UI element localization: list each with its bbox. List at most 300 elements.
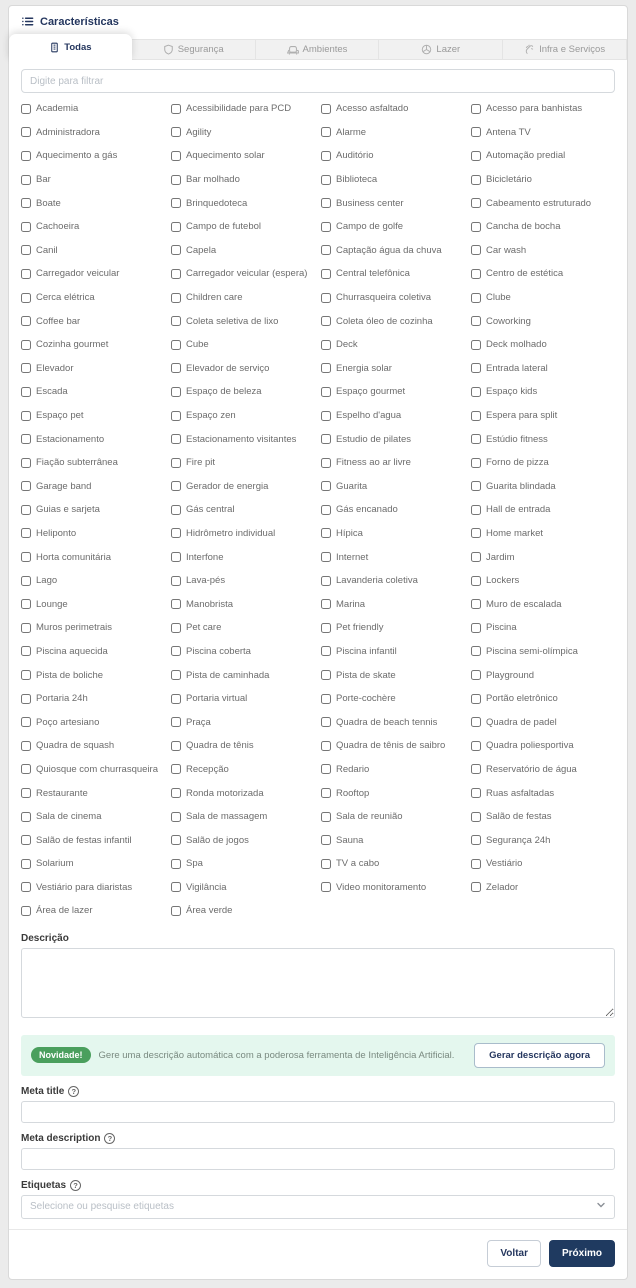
feature-checkbox[interactable] [21,552,31,562]
feature-checkbox-item[interactable] [471,758,615,782]
feature-checkbox-item[interactable] [171,545,315,569]
feature-checkbox[interactable] [321,316,331,326]
feature-checkbox[interactable] [471,316,481,326]
feature-checkbox[interactable] [471,859,481,869]
feature-checkbox[interactable] [321,670,331,680]
feature-checkbox[interactable] [21,245,31,255]
feature-checkbox[interactable] [171,458,181,468]
feature-checkbox-item[interactable] [471,380,615,404]
feature-checkbox-item[interactable] [21,569,165,593]
feature-checkbox-item[interactable] [321,616,465,640]
feature-checkbox-item[interactable] [171,876,315,900]
help-icon[interactable]: ? [104,1133,115,1144]
feature-label: Cerca elétrica [36,292,95,304]
next-button[interactable]: Próximo [549,1240,615,1267]
feature-checkbox-item[interactable] [171,191,315,215]
feature-checkbox-item[interactable] [471,522,615,546]
feature-checkbox-item[interactable] [321,710,465,734]
feature-checkbox-item[interactable] [321,687,465,711]
feature-checkbox-item[interactable] [171,309,315,333]
feature-checkbox-item[interactable] [471,239,615,263]
feature-checkbox[interactable] [171,505,181,515]
feature-checkbox[interactable] [21,175,31,185]
feature-checkbox-item[interactable] [21,498,165,522]
feature-checkbox-item[interactable] [321,828,465,852]
feature-checkbox-item[interactable] [471,97,615,121]
feature-checkbox-item[interactable] [321,309,465,333]
feature-checkbox[interactable] [21,458,31,468]
feature-checkbox-item[interactable] [321,663,465,687]
feature-checkbox[interactable] [321,835,331,845]
feature-checkbox-item[interactable] [171,498,315,522]
feature-checkbox[interactable] [321,717,331,727]
feature-checkbox-item[interactable] [321,640,465,664]
feature-checkbox[interactable] [471,812,481,822]
feature-checkbox-item[interactable] [171,333,315,357]
feature-checkbox[interactable] [171,646,181,656]
feature-checkbox[interactable] [21,717,31,727]
feature-checkbox[interactable] [171,788,181,798]
tab-lazer[interactable] [379,39,503,60]
feature-checkbox-item[interactable] [321,876,465,900]
feature-checkbox[interactable] [171,198,181,208]
feature-checkbox[interactable] [21,293,31,303]
feature-checkbox-item[interactable] [21,758,165,782]
feature-checkbox-item[interactable] [21,333,165,357]
feature-checkbox[interactable] [21,127,31,137]
feature-checkbox[interactable] [21,599,31,609]
feature-checkbox-item[interactable] [321,522,465,546]
feature-checkbox-item[interactable] [471,640,615,664]
feature-checkbox-item[interactable] [321,144,465,168]
feature-checkbox[interactable] [471,552,481,562]
feature-checkbox[interactable] [21,741,31,751]
feature-checkbox-item[interactable] [171,357,315,381]
feature-checkbox[interactable] [171,104,181,114]
feature-checkbox-item[interactable] [171,168,315,192]
feature-checkbox[interactable] [21,623,31,633]
feature-checkbox-item[interactable] [321,262,465,286]
feature-checkbox-item[interactable] [171,805,315,829]
feature-checkbox-item[interactable] [21,545,165,569]
feature-checkbox-item[interactable] [21,876,165,900]
feature-checkbox[interactable] [321,528,331,538]
feature-checkbox-item[interactable] [21,805,165,829]
feature-checkbox-item[interactable] [21,239,165,263]
feature-label: Antena TV [486,126,531,138]
feature-checkbox[interactable] [21,316,31,326]
feature-checkbox-item[interactable] [471,144,615,168]
feature-checkbox-item[interactable] [21,121,165,145]
feature-checkbox-item[interactable] [21,899,165,923]
feature-checkbox-item[interactable] [21,475,165,499]
feature-checkbox-item[interactable] [321,239,465,263]
feature-checkbox-item[interactable] [21,687,165,711]
feature-checkbox[interactable] [471,694,481,704]
feature-checkbox[interactable] [321,293,331,303]
help-icon[interactable]: ? [70,1180,81,1191]
feature-checkbox[interactable] [471,670,481,680]
feature-checkbox[interactable] [471,576,481,586]
feature-checkbox[interactable] [171,175,181,185]
feature-checkbox[interactable] [171,906,181,916]
feature-checkbox[interactable] [21,670,31,680]
feature-checkbox-item[interactable] [321,781,465,805]
feature-checkbox[interactable] [21,363,31,373]
feature-checkbox[interactable] [471,104,481,114]
meta-description-input[interactable] [21,1148,615,1170]
feature-checkbox[interactable] [21,505,31,515]
feature-checkbox[interactable] [21,764,31,774]
feature-checkbox[interactable] [21,859,31,869]
feature-checkbox[interactable] [21,434,31,444]
feature-checkbox[interactable] [321,127,331,137]
feature-checkbox[interactable] [471,764,481,774]
feature-checkbox[interactable] [321,458,331,468]
feature-checkbox-item[interactable] [321,427,465,451]
feature-checkbox[interactable] [171,481,181,491]
feature-checkbox[interactable] [321,222,331,232]
feature-checkbox-item[interactable] [471,852,615,876]
feature-checkbox-item[interactable] [171,852,315,876]
feature-checkbox-item[interactable] [321,380,465,404]
feature-checkbox-item[interactable] [21,286,165,310]
feature-checkbox[interactable] [171,552,181,562]
feature-checkbox[interactable] [471,646,481,656]
feature-checkbox-item[interactable] [471,121,615,145]
feature-checkbox[interactable] [471,717,481,727]
meta-title-input[interactable] [21,1101,615,1123]
feature-checkbox-item[interactable] [21,168,165,192]
feature-checkbox[interactable] [471,293,481,303]
feature-checkbox-item[interactable] [21,191,165,215]
feature-checkbox-item[interactable] [171,121,315,145]
feature-checkbox[interactable] [21,646,31,656]
feature-checkbox[interactable] [21,222,31,232]
feature-checkbox[interactable] [171,316,181,326]
feature-checkbox[interactable] [171,340,181,350]
feature-label: Manobrista [186,598,233,610]
feature-checkbox[interactable] [471,387,481,397]
feature-checkbox-item[interactable] [321,451,465,475]
feature-checkbox[interactable] [471,434,481,444]
feature-checkbox[interactable] [171,245,181,255]
feature-checkbox[interactable] [471,127,481,137]
feature-checkbox[interactable] [321,175,331,185]
feature-checkbox[interactable] [471,411,481,421]
feature-checkbox-item[interactable] [21,144,165,168]
feature-checkbox-item[interactable] [171,616,315,640]
feature-checkbox[interactable] [471,481,481,491]
feature-checkbox[interactable] [321,363,331,373]
feature-checkbox[interactable] [321,764,331,774]
feature-checkbox[interactable] [471,245,481,255]
tab-infra-servicos[interactable] [503,39,627,60]
feature-checkbox-item[interactable] [171,569,315,593]
feature-checkbox[interactable] [171,741,181,751]
feature-checkbox-item[interactable] [471,498,615,522]
feature-checkbox-item[interactable] [171,427,315,451]
help-icon[interactable]: ? [68,1086,79,1097]
feature-checkbox-item[interactable] [471,404,615,428]
feature-checkbox[interactable] [471,269,481,279]
feature-checkbox-item[interactable] [21,710,165,734]
feature-checkbox[interactable] [171,528,181,538]
feature-checkbox-item[interactable] [321,498,465,522]
feature-checkbox[interactable] [471,599,481,609]
feature-checkbox[interactable] [321,411,331,421]
feature-checkbox-item[interactable] [321,404,465,428]
feature-checkbox[interactable] [471,505,481,515]
feature-checkbox-item[interactable] [21,616,165,640]
generate-description-button[interactable]: Gerar descrição agora [474,1043,605,1068]
feature-checkbox[interactable] [321,245,331,255]
feature-checkbox[interactable] [321,576,331,586]
feature-checkbox-item[interactable] [471,475,615,499]
feature-checkbox[interactable] [21,906,31,916]
feature-checkbox-item[interactable] [171,404,315,428]
feature-checkbox-item[interactable] [321,97,465,121]
feature-checkbox-item[interactable] [171,828,315,852]
feature-checkbox[interactable] [321,741,331,751]
feature-checkbox-item[interactable] [21,309,165,333]
feature-checkbox[interactable] [471,458,481,468]
feature-checkbox-item[interactable] [321,734,465,758]
feature-checkbox[interactable] [471,882,481,892]
feature-checkbox-item[interactable] [171,475,315,499]
feature-checkbox[interactable] [321,387,331,397]
feature-checkbox-item[interactable] [171,663,315,687]
feature-checkbox[interactable] [21,882,31,892]
feature-checkbox-item[interactable] [21,522,165,546]
feature-checkbox[interactable] [171,151,181,161]
feature-checkbox-item[interactable] [471,262,615,286]
feature-checkbox[interactable] [321,198,331,208]
feature-checkbox[interactable] [321,340,331,350]
feature-checkbox[interactable] [321,481,331,491]
feature-checkbox[interactable] [171,670,181,680]
feature-checkbox[interactable] [471,340,481,350]
feature-checkbox-item[interactable] [471,876,615,900]
feature-checkbox[interactable] [171,411,181,421]
feature-checkbox-item[interactable] [471,592,615,616]
feature-checkbox[interactable] [171,434,181,444]
tab-seguranca[interactable] [132,39,256,60]
feature-checkbox-item[interactable] [171,262,315,286]
feature-checkbox[interactable] [171,363,181,373]
feature-checkbox-item[interactable] [321,333,465,357]
feature-checkbox-item[interactable] [21,215,165,239]
feature-checkbox[interactable] [471,835,481,845]
feature-checkbox[interactable] [171,576,181,586]
feature-checkbox-item[interactable] [471,616,615,640]
feature-checkbox-item[interactable] [321,215,465,239]
feature-checkbox[interactable] [171,222,181,232]
feature-checkbox-item[interactable] [171,710,315,734]
feature-checkbox-item[interactable] [171,522,315,546]
tab-todas[interactable] [9,34,132,60]
tab-ambientes[interactable] [256,39,380,60]
feature-checkbox[interactable] [321,434,331,444]
feature-label: Elevador de serviço [186,362,270,374]
feature-checkbox-item[interactable] [471,569,615,593]
feature-checkbox-item[interactable] [171,640,315,664]
feature-checkbox[interactable] [21,812,31,822]
feature-checkbox[interactable] [171,293,181,303]
feature-checkbox-item[interactable] [21,380,165,404]
feature-checkbox-item[interactable] [471,805,615,829]
feature-checkbox-item[interactable] [171,380,315,404]
feature-checkbox[interactable] [321,269,331,279]
feature-checkbox[interactable] [321,859,331,869]
feature-checkbox-item[interactable] [321,357,465,381]
feature-checkbox-item[interactable] [21,592,165,616]
feature-checkbox-item[interactable] [471,734,615,758]
feature-checkbox[interactable] [171,694,181,704]
feature-checkbox-item[interactable] [471,710,615,734]
feature-checkbox[interactable] [321,788,331,798]
feature-checkbox-item[interactable] [171,734,315,758]
feature-checkbox[interactable] [321,104,331,114]
feature-checkbox[interactable] [21,198,31,208]
feature-checkbox[interactable] [21,576,31,586]
feature-checkbox[interactable] [321,151,331,161]
feature-checkbox[interactable] [321,694,331,704]
features-grid [21,97,615,923]
feature-checkbox[interactable] [21,269,31,279]
feature-checkbox[interactable] [321,882,331,892]
feature-checkbox[interactable] [471,363,481,373]
tab-label: Segurança [177,44,224,55]
feature-checkbox-item[interactable] [21,262,165,286]
feature-checkbox[interactable] [321,812,331,822]
feature-checkbox-item[interactable] [471,687,615,711]
feature-checkbox-item[interactable] [321,569,465,593]
feature-checkbox-item[interactable] [171,286,315,310]
feature-checkbox-item[interactable] [321,121,465,145]
feature-checkbox[interactable] [471,741,481,751]
feature-checkbox-item[interactable] [321,805,465,829]
back-button[interactable]: Voltar [487,1240,541,1267]
feature-checkbox[interactable] [471,623,481,633]
feature-checkbox[interactable] [21,151,31,161]
feature-checkbox-item[interactable] [471,357,615,381]
feature-checkbox[interactable] [171,812,181,822]
feature-checkbox[interactable] [21,340,31,350]
feature-checkbox-item[interactable] [171,97,315,121]
feature-checkbox-item[interactable] [21,404,165,428]
feature-checkbox[interactable] [471,175,481,185]
feature-checkbox[interactable] [321,552,331,562]
feature-checkbox-item[interactable] [21,357,165,381]
feature-checkbox[interactable] [171,882,181,892]
feature-checkbox[interactable] [21,411,31,421]
feature-checkbox-item[interactable] [321,592,465,616]
feature-checkbox-item[interactable] [171,239,315,263]
feature-checkbox-item[interactable] [21,828,165,852]
feature-checkbox-item[interactable] [21,852,165,876]
feature-checkbox-item[interactable] [171,215,315,239]
feature-checkbox-item[interactable] [21,97,165,121]
feature-checkbox[interactable] [321,646,331,656]
feature-checkbox[interactable] [471,528,481,538]
feature-checkbox-item[interactable] [321,286,465,310]
feature-checkbox-item[interactable] [171,687,315,711]
feature-checkbox[interactable] [321,505,331,515]
feature-checkbox[interactable] [171,859,181,869]
feature-checkbox[interactable] [171,717,181,727]
feature-checkbox-item[interactable] [171,899,315,923]
feature-checkbox-item[interactable] [321,852,465,876]
feature-checkbox[interactable] [21,788,31,798]
feature-checkbox-item[interactable] [171,592,315,616]
feature-checkbox-item[interactable] [471,545,615,569]
feature-checkbox[interactable] [471,222,481,232]
feature-checkbox[interactable] [21,528,31,538]
feature-checkbox[interactable] [471,198,481,208]
feature-checkbox-item[interactable] [471,427,615,451]
feature-checkbox[interactable] [21,835,31,845]
description-textarea[interactable] [21,948,615,1018]
feature-checkbox-item[interactable] [321,191,465,215]
feature-checkbox-item[interactable] [171,781,315,805]
feature-checkbox[interactable] [171,269,181,279]
feature-checkbox-item[interactable] [21,640,165,664]
feature-checkbox[interactable] [171,387,181,397]
feature-checkbox[interactable] [471,151,481,161]
feature-checkbox[interactable] [21,694,31,704]
feature-checkbox[interactable] [21,387,31,397]
feature-checkbox-item[interactable] [321,758,465,782]
feature-checkbox-item[interactable] [21,734,165,758]
feature-label: Bar molhado [186,174,240,186]
feature-checkbox-item[interactable] [471,168,615,192]
feature-checkbox[interactable] [171,599,181,609]
feature-checkbox[interactable] [21,481,31,491]
feature-checkbox[interactable] [21,104,31,114]
feature-checkbox[interactable] [321,599,331,609]
feature-label: Coworking [486,315,531,327]
feature-checkbox-item[interactable] [471,286,615,310]
feature-checkbox[interactable] [171,127,181,137]
feature-checkbox-item[interactable] [171,451,315,475]
feature-checkbox-item[interactable] [471,333,615,357]
feature-checkbox-item[interactable] [321,475,465,499]
feature-checkbox-item[interactable] [171,144,315,168]
feature-checkbox[interactable] [171,835,181,845]
feature-checkbox-item[interactable] [471,828,615,852]
feature-checkbox-item[interactable] [171,758,315,782]
feature-checkbox-item[interactable] [21,451,165,475]
feature-checkbox-item[interactable] [21,781,165,805]
feature-checkbox[interactable] [171,623,181,633]
feature-checkbox-item[interactable] [321,545,465,569]
feature-checkbox[interactable] [171,764,181,774]
feature-checkbox-item[interactable] [471,215,615,239]
feature-checkbox-item[interactable] [471,191,615,215]
feature-checkbox-item[interactable] [21,663,165,687]
feature-checkbox-item[interactable] [471,781,615,805]
feature-checkbox-item[interactable] [21,427,165,451]
etiquetas-select[interactable] [21,1195,615,1219]
feature-checkbox-item[interactable] [471,309,615,333]
feature-checkbox[interactable] [321,623,331,633]
feature-checkbox-item[interactable] [321,168,465,192]
feature-checkbox[interactable] [471,788,481,798]
feature-checkbox-item[interactable] [471,663,615,687]
filter-input[interactable] [21,69,615,93]
feature-checkbox-item[interactable] [471,451,615,475]
